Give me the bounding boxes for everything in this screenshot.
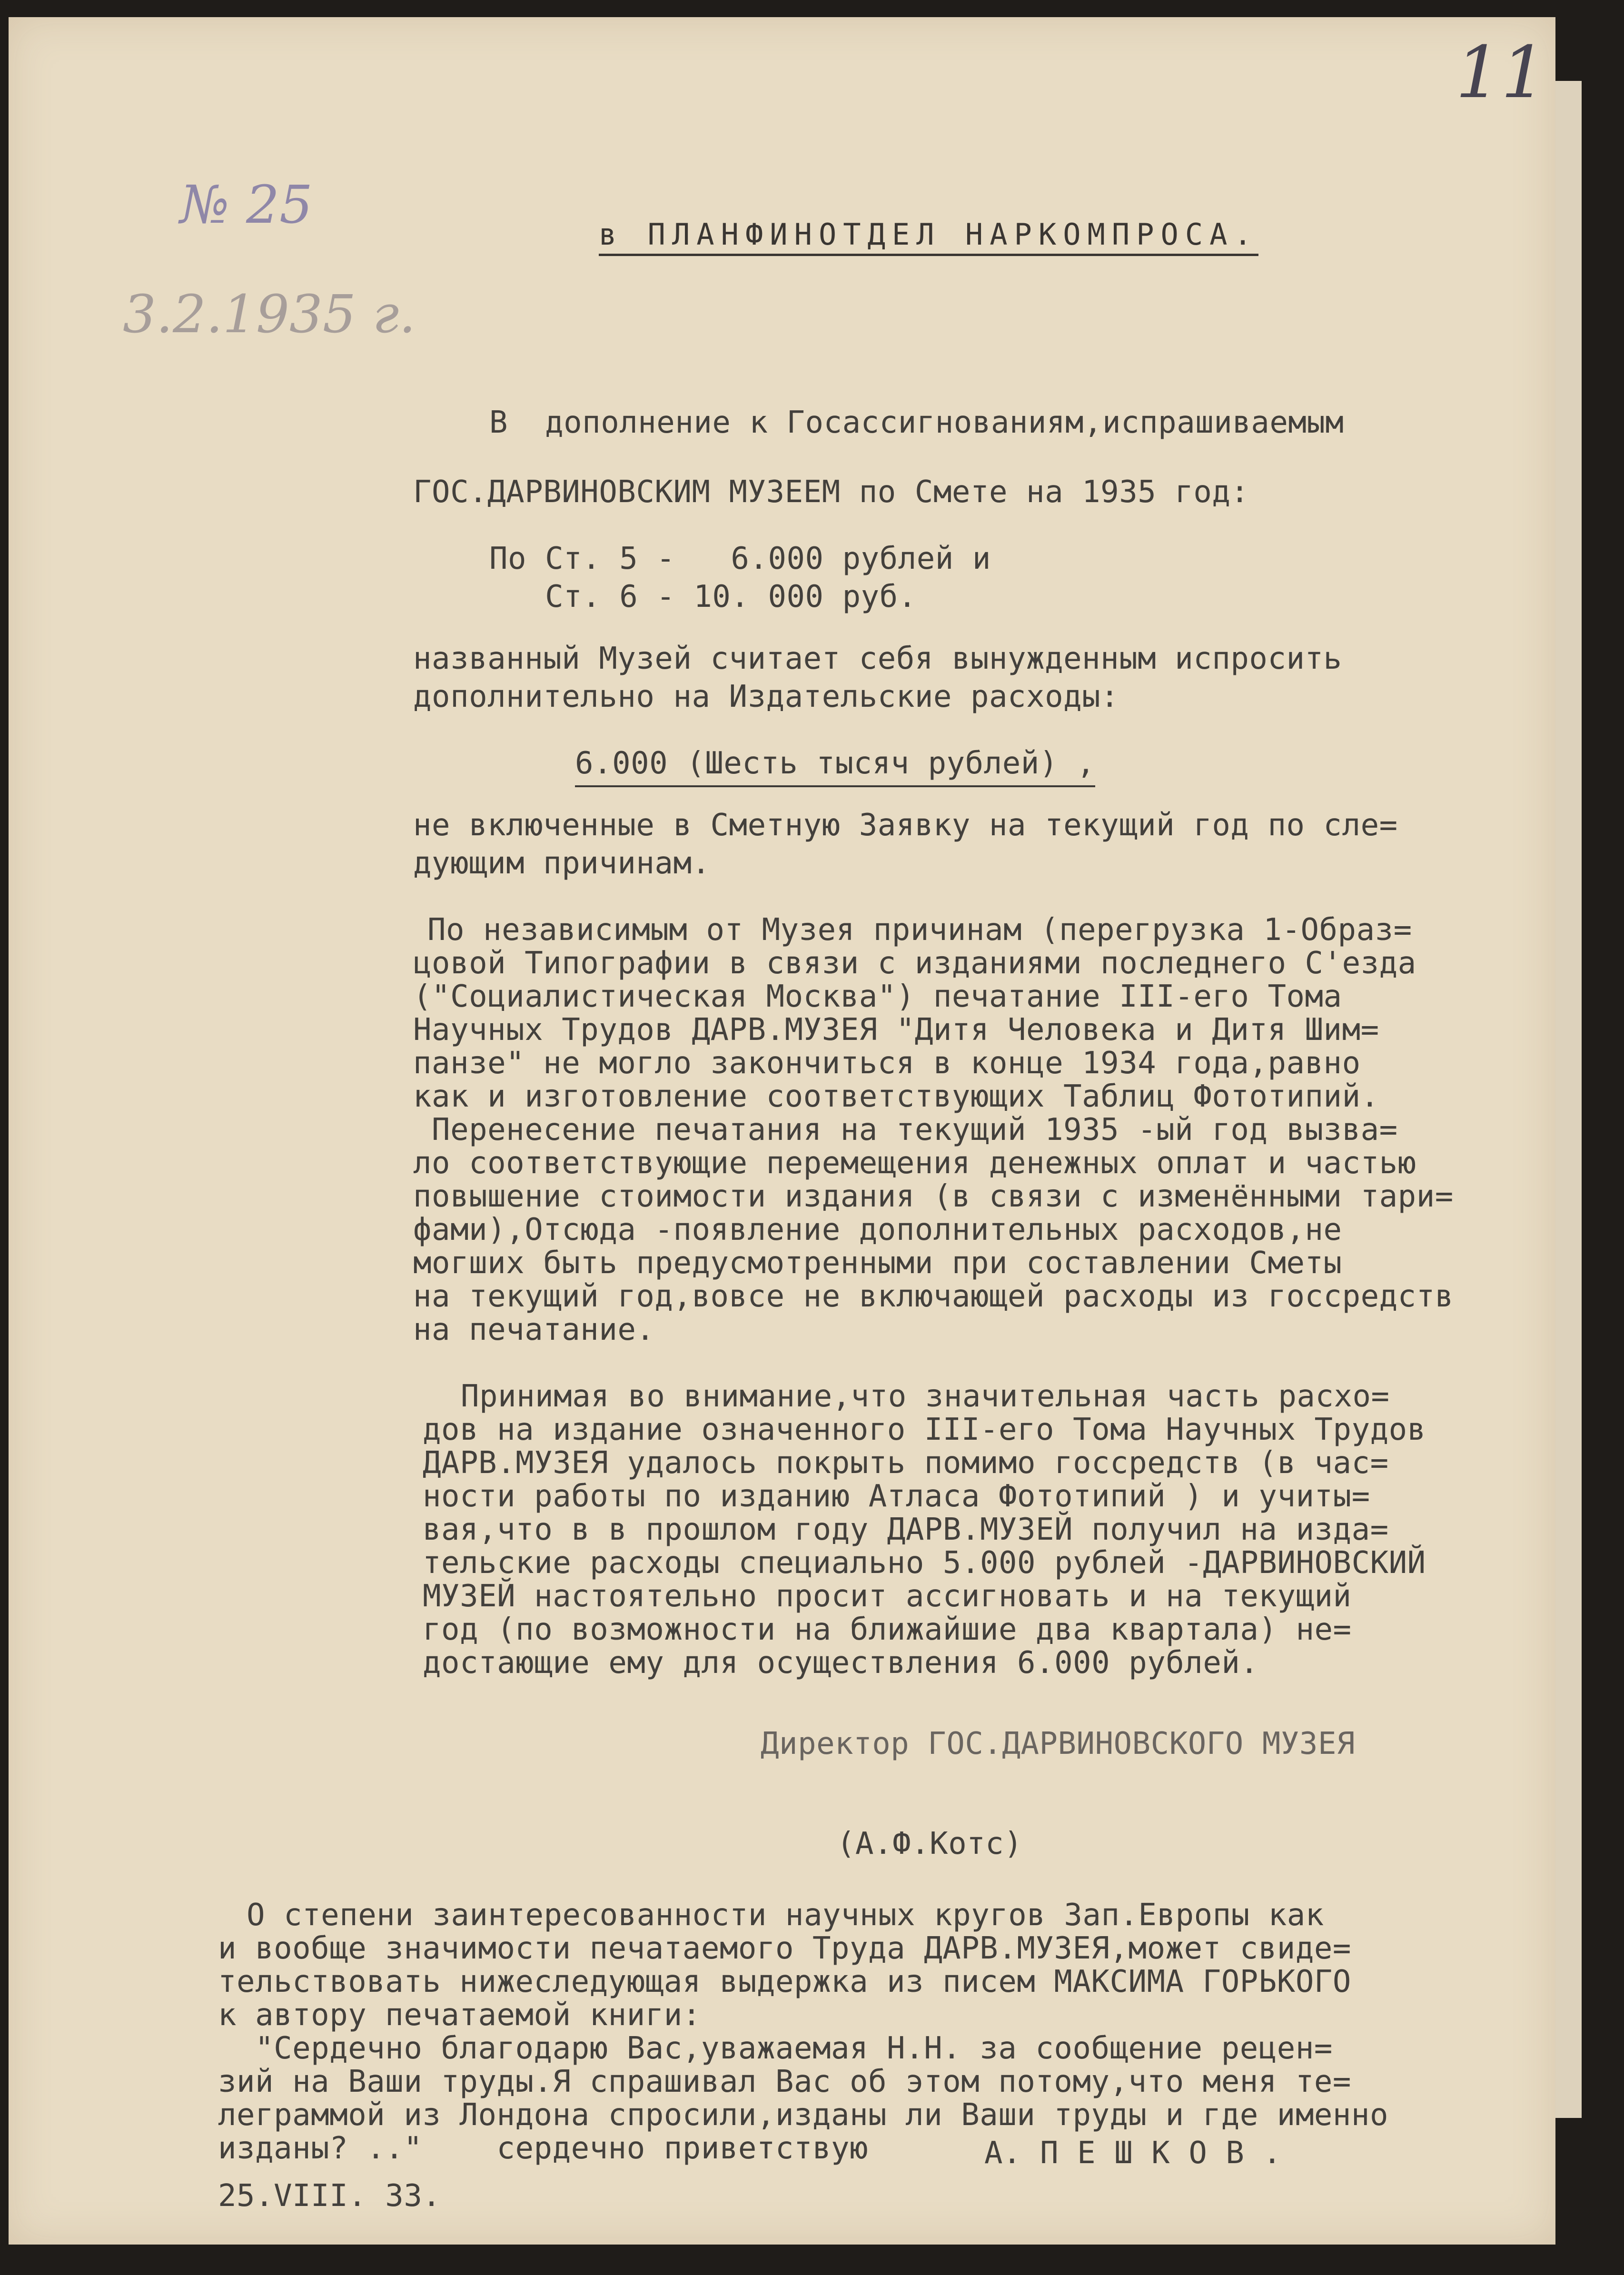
requested-amount: 6.000 (Шесть тысяч рублей) , bbox=[575, 745, 1095, 787]
paragraph1-line: на текущий год,вовсе не включающей расходы из госсредств bbox=[413, 1279, 1454, 1314]
letter-signature: А. П Е Ш К О В . bbox=[984, 2136, 1282, 2171]
paragraph1-line: ло соответствующие перемещения денежных оплат и частью bbox=[413, 1146, 1416, 1181]
paragraph2-line: год (по возможности на ближайшие два квартала) не= bbox=[423, 1612, 1352, 1647]
paragraph1-line: могших быть предусмотренными при составлении Сметы bbox=[413, 1246, 1342, 1281]
paragraph1-line: на печатание. bbox=[413, 1312, 655, 1347]
paragraph1-line: фами),Отсюда -появление дополнительных расходов,не bbox=[413, 1212, 1342, 1247]
postscript-line: тельствовать нижеследующая выдержка из писем МАКСИМА ГОРЬКОГО bbox=[218, 1964, 1351, 1999]
paragraph1-line: как и изготовление соответствующих Таблиц Фототипий. bbox=[413, 1079, 1379, 1114]
addressee-heading: в ПЛАНФИНОТДЕЛ НАРКОМПРОСА. bbox=[599, 217, 1258, 256]
paragraph2-line: МУЗЕЙ настоятельно просит ассигновать и на текущий bbox=[423, 1579, 1352, 1614]
postscript-line: изданы? .." сердечно приветствую bbox=[218, 2131, 869, 2166]
paragraph2-line: дов на издание означенного III-его Тома Научных Трудов bbox=[423, 1412, 1426, 1447]
paragraph2-line: ДАРВ.МУЗЕЯ удалось покрыть помимо госсредств (в час= bbox=[423, 1445, 1389, 1481]
intro-line: названный Музей считает себя вынужденным испросить bbox=[413, 641, 1342, 676]
intro-line: В дополнение к Госассигнованиям,испрашиваемым bbox=[489, 405, 1344, 440]
paragraph2-line: тельские расходы специально 5.000 рублей -ДАРВИНОВСКИЙ bbox=[423, 1545, 1426, 1581]
signatory-name: (А.Ф.Котс) bbox=[837, 1826, 1023, 1861]
paragraph1-line: повышение стоимости издания (в связи с изменёнными тари= bbox=[413, 1179, 1454, 1214]
paragraph2-line: ности работы по изданию Атласа Фототипий ) и учиты= bbox=[423, 1479, 1370, 1514]
folio-number: 11 bbox=[1456, 31, 1546, 114]
paragraph1-line: цовой Типографии в связи с изданиями последнего С'езда bbox=[413, 946, 1416, 981]
reason-line: дующим причинам. bbox=[413, 846, 711, 881]
signatory-title: Директор ГОС.ДАРВИНОВСКОГО МУЗЕЯ bbox=[761, 1726, 1355, 1761]
paragraph1-line: По независимым от Музея причинам (перегрузка 1-Образ= bbox=[427, 912, 1412, 948]
paragraph1-line: ("Социалистическая Москва") печатание III-его Тома bbox=[413, 979, 1342, 1014]
letter-date: 25.VIII. 33. bbox=[218, 2178, 441, 2214]
reason-line: не включенные в Сметную Заявку на текущий год по сле= bbox=[413, 808, 1398, 843]
intro-line: ГОС.ДАРВИНОВСКИМ МУЗЕЕМ по Смете на 1935 год: bbox=[413, 475, 1249, 510]
registration-date: 3.2.1935 г. bbox=[123, 284, 416, 345]
paragraph2-line: Принимая во внимание,что значительная часть расхо= bbox=[461, 1379, 1390, 1414]
paragraph1-line: Научных Трудов ДАРВ.МУЗЕЯ "Дитя Человека и Дитя Шим= bbox=[413, 1012, 1379, 1048]
paragraph2-line: достающие ему для осуществления 6.000 рублей. bbox=[423, 1645, 1259, 1681]
postscript-line: О степени заинтересованности научных кругов Зап.Европы как bbox=[247, 1898, 1324, 1933]
paragraph1-line: Перенесение печатания на текущий 1935 -ый год вызва= bbox=[413, 1112, 1398, 1147]
postscript-line: леграммой из Лондона спросили,изданы ли Ваши труды и где именно bbox=[218, 2097, 1388, 2133]
postscript-line: и вообще значимости печатаемого Труда ДАРВ.МУЗЕЯ,может свиде= bbox=[218, 1931, 1351, 1966]
intro-line: По Ст. 5 - 6.000 рублей и bbox=[489, 541, 991, 576]
paragraph2-line: вая,что в в прошлом году ДАРВ.МУЗЕЙ получил на изда= bbox=[423, 1512, 1389, 1547]
intro-line: дополнительно на Издательские расходы: bbox=[413, 679, 1119, 714]
postscript-line: "Сердечно благодарю Вас,уважаемая Н.Н. за сообщение рецен= bbox=[218, 2031, 1333, 2066]
document-page bbox=[9, 17, 1555, 2245]
postscript-line: зий на Ваши труды.Я спрашивал Вас об этом потому,что меня те= bbox=[218, 2064, 1351, 2099]
intro-line: Ст. 6 - 10. 000 руб. bbox=[489, 579, 917, 614]
paragraph1-line: панзе" не могло закончиться в конце 1934 года,равно bbox=[413, 1046, 1361, 1081]
registration-number: № 25 bbox=[180, 174, 313, 235]
postscript-line: к автору печатаемой книги: bbox=[218, 1998, 701, 2033]
